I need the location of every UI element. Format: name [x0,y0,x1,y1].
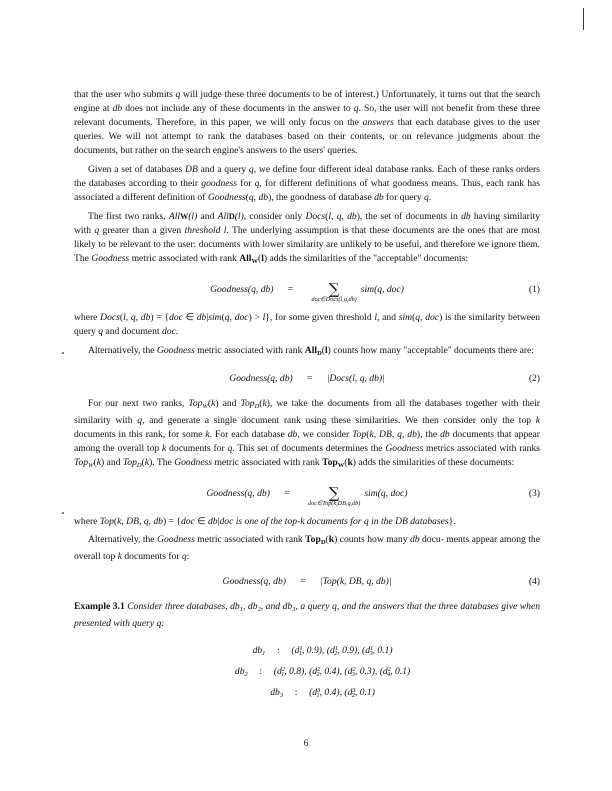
example-paragraph: Example 3.1 Consider three databases, $db_1$, $db_2$, and $db_3$, a query q, and the answers that the three databases give when presented with query q: [74,601,541,630]
list-item [74,683,540,704]
page-corner-mark [583,8,584,30]
equation-1 [74,279,540,303]
equation-3-relation: = [284,487,290,499]
equation-3-number: (3) [528,487,540,499]
equation-1-lhs: Goodness(q, db) [210,284,274,296]
db-colon: : [277,645,280,657]
page-number: 6 [303,738,309,749]
summation-symbol: ∑ doc∈Top(k,DB,q,db) [307,483,361,507]
equation-3-sum-limit: doc∈Top(k,DB,q,db) [307,499,361,507]
db-label: $db_1$ [252,645,266,658]
db-values: ($d^3_1$, 0.4), ($d^3_2$, 0.1) [309,686,375,699]
equation-2-rhs: |Docs(l, q, db)| [326,372,385,384]
equation-1-sum-limit: doc∈Docs(l,q,db) [311,295,357,303]
margin-dot [62,352,64,354]
equation-3-rhs: sim(q, doc) [364,487,408,499]
summation-symbol: ∑ doc∈Docs(l,q,db) [311,279,357,303]
db-label: $db_3$ [270,686,284,699]
equation-2-lhs: Goodness(q, db) [229,372,293,384]
equation-2-number: (2) [528,372,540,384]
equation-3-lhs: Goodness(q, db) [206,487,270,499]
paragraph-7: where Top(k, DB, q, db) = {doc ∈ db|doc is one of the top-k documents for q in the DB databases}. [74,515,456,527]
db-colon: : [294,686,298,698]
equation-2 [74,372,540,386]
margin-dot [62,512,64,514]
paragraph-8: Alternatively, the Goodness metric associated with rank Top$_D$(k) counts how many db docu- ments appear among the overall top k documents for q: [74,534,540,563]
paragraph-5: Alternatively, the Goodness metric associated with rank All$_D$(l) counts how many "acceptable" documents there are: [88,344,534,357]
equation-4-lhs: Goodness(q, db) [222,576,286,588]
list-item [74,662,540,683]
example-label: Example 3.1 [74,601,125,613]
paragraph-3: The first two ranks, AllW(l) and AllD(l), consider only Docs(l, q, db), the set of documents in db having similarity with q greater than a given threshold l. The underlying assumption is that these documents are the ones that are most likely to be relevant to the user: documents with lower similarity are unlikely to be useful, and therefore we ignore them. The Goodness metric associated with rank All$_W$(l) adds the similarities of the "acceptable" documents: [74,210,541,265]
equation-4 [74,575,540,589]
equation-4-relation: = [300,576,306,588]
equation-4-rhs: |Top(k, DB, q, db)| [319,576,392,588]
list-item [74,641,540,662]
db-label: $db_2$ [234,666,248,678]
equation-4-number: (4) [528,576,540,588]
paragraph-2: Given a set of databases DB and a query q, we define four different ideal database ranks. Each of these ranks orders the databases according to their goodness for q, for different definitions of what goodness means. Thus, each rank has associated a different definition of Goodness(q, db), the goodness of database db for query q. [74,163,541,204]
paragraph-6: For our next two ranks, Top$_W$(k) and Top$_D$(k), we take the documents from all the databases together with their similarity with q, and generate a single document rank using these similarities. We then consider only the top k documents in this rank, for some k. For each database db, we consider Top(k, DB, q, db), the db documents that appear among the overall top k documents for q. This set of documents determines the Goodness metrics associated with ranks Top$_W$(k) and Top$_D$(k). The Goodness metric associated with rank Top$_W$(k) adds the similarities of these documents: [74,397,541,469]
equation-1-relation: = [287,284,294,296]
database-answer-list [74,641,540,703]
page-body [74,88,540,704]
paragraph-4: where Docs(l, q, db) = {doc ∈ db|sim(q, doc) > l}, for some given threshold l, and sim(q, doc) is the similarity between query q and document doc. [74,311,541,338]
db-colon: : [259,666,263,678]
paragraph-1: that the user who submits q will judge these three documents to be of interest.) Unfortunately, it turns out that the search engine at db does not include any of these documents in the answer to q. So, the user will not benefit from these three relevant documents. Therefore, in this paper, we will only focus on the answers that each database gives to the user queries. We will not attempt to rank the databases based on their contents, or on relevance judgments about the documents, but rather on the search engine's answers to the users' queries. [74,89,540,157]
equation-1-number: (1) [528,283,540,295]
db-values: ($d^2_1$, 0.8), ($d^2_2$, 0.4), ($d^2_3$, 0.3), ($d^2_4$, 0.1) [273,666,411,678]
equation-1-rhs: sim(q, doc) [360,283,404,295]
equation-3 [74,483,540,507]
db-values: ($d^1_1$, 0.9), ($d^1_2$, 0.9), ($d^1_3$, 0.1) [291,645,393,658]
equation-2-relation: = [306,372,313,384]
